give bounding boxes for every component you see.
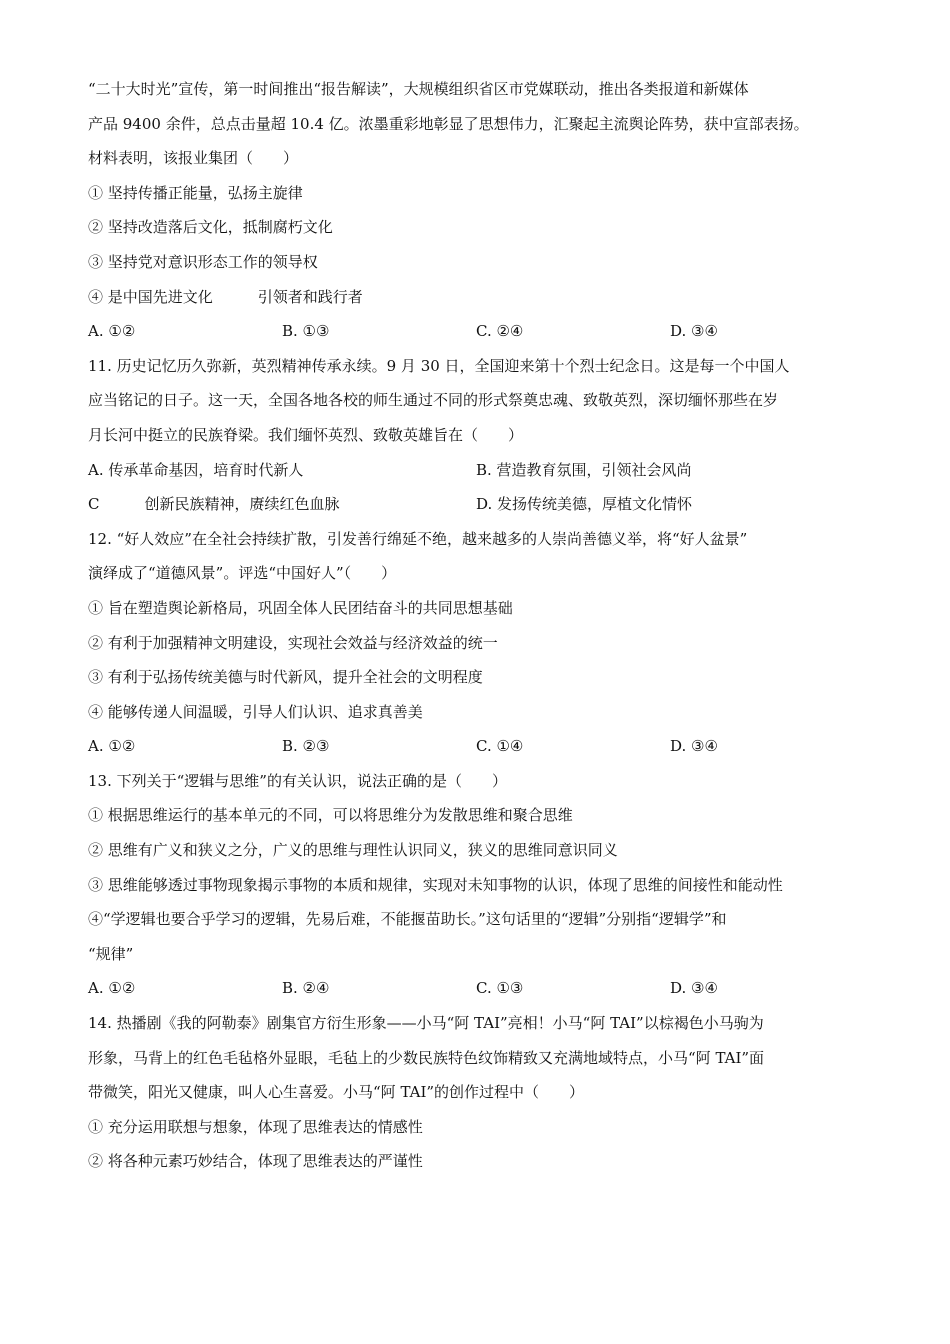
question-stem-line: 13. 下列关于“逻辑与思维”的有关认识，说法正确的是（ ）	[88, 771, 507, 790]
option-d: D. ③④	[670, 979, 718, 998]
question-14	[88, 1006, 878, 1179]
exam-page	[88, 72, 878, 1179]
option-c: C 创新民族精神，赓续红色血脉	[88, 495, 340, 514]
option-d: D. ③④	[670, 737, 718, 756]
question-stem-line: 产品 9400 余件，总点击量超 10.4 亿。浓墨重彩地彰显了思想伟力，汇聚起主流舆论阵势，获中宣部表扬。	[88, 114, 809, 133]
statement: ③ 有利于弘扬传统美德与时代新风，提升全社会的文明程度	[88, 668, 483, 687]
statement: ② 思维有广义和狭义之分，广义的思维与理性认识同义，狭义的思维同意识同义	[88, 841, 618, 860]
option-a: A. ①②	[88, 322, 136, 341]
option-b: B. 营造教育氛围，引领社会风尚	[476, 460, 692, 479]
answer-options	[88, 453, 878, 488]
statement: ④ 是中国先进文化 引领者和践行者	[88, 287, 363, 306]
question-stem-line: 12. “好人效应”在全社会持续扩散，引发善行绵延不绝，越来越多的人崇尚善德义举，将“好人盆景”	[88, 529, 748, 548]
statement: “规律”	[88, 944, 134, 963]
question-stem-line: 形象，马背上的红色毛毡格外显眼，毛毡上的少数民族特色纹饰精致又充满地域特点，小马“阿 TAI”面	[88, 1048, 765, 1067]
question-stem-line: 月长河中挺立的民族脊梁。我们缅怀英烈、致敬英雄旨在（ ）	[88, 425, 524, 444]
option-c: C. ①③	[476, 979, 524, 998]
statement: ② 将各种元素巧妙结合，体现了思维表达的严谨性	[88, 1152, 423, 1171]
question-stem-line: 14. 热播剧《我的阿勒泰》剧集官方衍生形象——小马“阿 TAI”亮相！小马“阿 TAI”以棕褐色小马驹为	[88, 1014, 764, 1033]
statement: ① 旨在塑造舆论新格局，巩固全体人民团结奋斗的共同思想基础	[88, 598, 513, 617]
option-a: A. ①②	[88, 737, 136, 756]
statement: ① 充分运用联想与想象，体现了思维表达的情感性	[88, 1117, 423, 1136]
question-stem-line: 演绎成了“道德风景”。评选“中国好人”（ ）	[88, 564, 397, 583]
question-stem-line: “二十大时光”宣传，第一时间推出“报告解读”，大规模组织省区市党媒联动，推出各类报道和新媒体	[88, 80, 749, 98]
question-13	[88, 764, 878, 1006]
statement: ③ 思维能够透过事物现象揭示事物的本质和规律，实现对未知事物的认识，体现了思维的间接性和能动性	[88, 875, 783, 894]
answer-options	[88, 314, 878, 349]
statement: ③ 坚持党对意识形态工作的领导权	[88, 252, 318, 271]
question-stem-line: 带微笑，阳光又健康，叫人心生喜爱。小马“阿 TAI”的创作过程中（ ）	[88, 1083, 585, 1102]
question-stem-line: 11. 历史记忆历久弥新，英烈精神传承永续。9 月 30 日，全国迎来第十个烈士纪念日。这是每一个中国人	[88, 356, 790, 375]
option-d: D. ③④	[670, 322, 718, 341]
statement: ④“学逻辑也要合乎学习的逻辑，先易后难，不能揠苗助长。”这句话里的“逻辑”分别指“逻辑学”和	[88, 910, 727, 929]
question-12	[88, 522, 878, 764]
option-c: C. ②④	[476, 322, 524, 341]
option-b: B. ①③	[282, 322, 330, 341]
option-a: A. ①②	[88, 979, 136, 998]
option-b: B. ②③	[282, 737, 330, 756]
option-d: D. 发扬传统美德，厚植文化情怀	[476, 495, 693, 514]
answer-options	[88, 487, 878, 522]
option-b: B. ②④	[282, 979, 330, 998]
statement: ① 坚持传播正能量，弘扬主旋律	[88, 183, 303, 202]
question-stem-line: 应当铭记的日子。这一天，全国各地各校的师生通过不同的形式祭奠忠魂、致敬英烈，深切缅怀那些在岁	[88, 391, 779, 410]
statement: ① 根据思维运行的基本单元的不同，可以将思维分为发散思维和聚合思维	[88, 806, 573, 825]
statement: ④ 能够传递人间温暖，引导人们认识、追求真善美	[88, 702, 423, 721]
option-c: C. ①④	[476, 737, 524, 756]
statement: ② 有利于加强精神文明建设，实现社会效益与经济效益的统一	[88, 633, 498, 652]
option-a: A. 传承革命基因，培育时代新人	[88, 460, 304, 479]
question-stem-line: 材料表明，该报业集团（ ）	[88, 149, 299, 168]
answer-options	[88, 971, 878, 1006]
answer-options	[88, 729, 878, 764]
statement: ② 坚持改造落后文化，抵制腐朽文化	[88, 218, 333, 237]
question-10	[88, 72, 878, 349]
question-11	[88, 349, 878, 522]
